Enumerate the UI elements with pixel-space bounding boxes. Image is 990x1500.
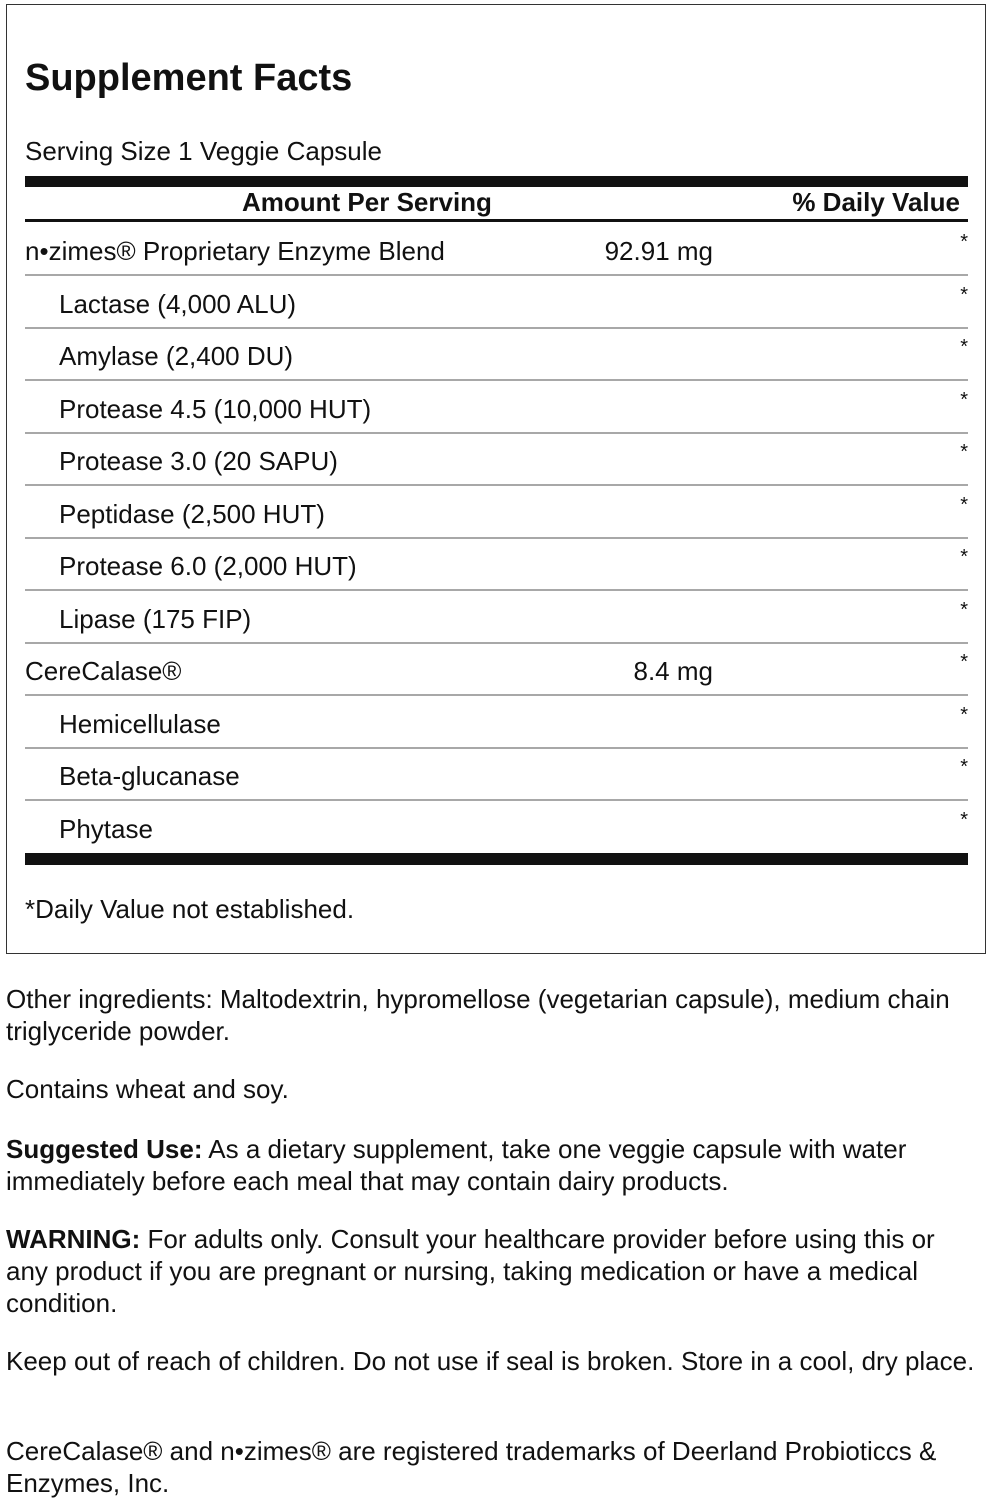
ingredient-daily-value: * bbox=[960, 493, 968, 516]
ingredient-name: Peptidase (2,500 HUT) bbox=[59, 498, 325, 529]
ingredient-amount: 8.4 mg bbox=[633, 656, 713, 686]
ingredient-daily-value: * bbox=[960, 651, 968, 673]
serving-size: Serving Size 1 Veggie Capsule bbox=[25, 136, 383, 166]
top-divider-bar bbox=[25, 176, 968, 187]
facts-row bbox=[25, 224, 968, 276]
ingredient-daily-value: * bbox=[960, 546, 968, 568]
warning-label: WARNING: bbox=[6, 1224, 141, 1254]
bottom-divider-bar bbox=[25, 853, 968, 865]
ingredient-name: Protease 6.0 (2,000 HUT) bbox=[59, 551, 357, 581]
ingredient-daily-value: * bbox=[960, 756, 968, 778]
ingredient-daily-value: * bbox=[960, 598, 968, 621]
suggested-use bbox=[6, 1133, 981, 1197]
ingredient-name: Amylase (2,400 DU) bbox=[59, 341, 294, 371]
ingredient-name: Protease 3.0 (20 SAPU) bbox=[59, 446, 338, 476]
facts-row bbox=[25, 382, 968, 434]
facts-row bbox=[25, 277, 968, 329]
ingredient-name: Phytase bbox=[59, 813, 153, 844]
facts-row bbox=[25, 329, 968, 381]
facts-row bbox=[25, 592, 968, 644]
facts-row bbox=[25, 644, 968, 696]
ingredient-daily-value: * bbox=[960, 808, 968, 831]
facts-row bbox=[25, 749, 968, 801]
suggested-use-label: Suggested Use: bbox=[6, 1134, 203, 1164]
ingredient-daily-value: * bbox=[960, 283, 968, 306]
ingredient-amount: 92.91 mg bbox=[604, 236, 713, 266]
ingredient-name: n•zimes® Proprietary Enzyme Blend bbox=[25, 236, 445, 266]
facts-row bbox=[25, 434, 968, 486]
daily-value-footnote: *Daily Value not established. bbox=[25, 894, 355, 924]
ingredient-name: CereCalase® bbox=[25, 656, 182, 686]
facts-row bbox=[25, 539, 968, 591]
storage-instructions: Keep out of reach of children. Do not use if seal is broken. Store in a cool, dry place. bbox=[6, 1346, 975, 1376]
other-ingredients: Other ingredients: Maltodextrin, hypromellose (vegetarian capsule), medium chain triglyceride powder. bbox=[6, 984, 950, 1046]
header-rule bbox=[25, 219, 968, 222]
warning-text: For adults only. Consult your healthcare provider before using this or any product if you are pregnant or nursing, taking medication or have a medical condition. bbox=[6, 1224, 935, 1318]
ingredient-daily-value: * bbox=[960, 703, 968, 726]
allergen-statement: Contains wheat and soy. bbox=[6, 1074, 289, 1104]
warning bbox=[6, 1223, 981, 1319]
facts-row bbox=[25, 697, 968, 749]
ingredient-name: Protease 4.5 (10,000 HUT) bbox=[59, 393, 372, 424]
ingredient-daily-value: * bbox=[960, 441, 968, 463]
trademark-notice: CereCalase® and n•zimes® are registered trademarks of Deerland Probioticcs & Enzymes, Inc. bbox=[6, 1436, 937, 1498]
ingredient-name: Lipase (175 FIP) bbox=[59, 603, 252, 634]
ingredient-daily-value: * bbox=[960, 388, 968, 411]
ingredient-daily-value: * bbox=[960, 336, 968, 358]
facts-row bbox=[25, 802, 968, 854]
ingredient-name: Beta-glucanase bbox=[59, 761, 240, 791]
ingredient-name: Lactase (4,000 ALU) bbox=[59, 288, 297, 319]
suggested-use-text: As a dietary supplement, take one veggie capsule with water immediately before each meal that may contain dairy products. bbox=[6, 1134, 907, 1196]
header-daily-value: % Daily Value bbox=[792, 187, 960, 217]
facts-title: Supplement Facts bbox=[25, 57, 353, 99]
supplement-facts-panel bbox=[6, 4, 986, 954]
ingredient-name: Hemicellulase bbox=[59, 708, 221, 739]
ingredient-daily-value: * bbox=[960, 231, 968, 253]
facts-row bbox=[25, 487, 968, 539]
header-amount-per-serving: Amount Per Serving bbox=[242, 187, 492, 217]
